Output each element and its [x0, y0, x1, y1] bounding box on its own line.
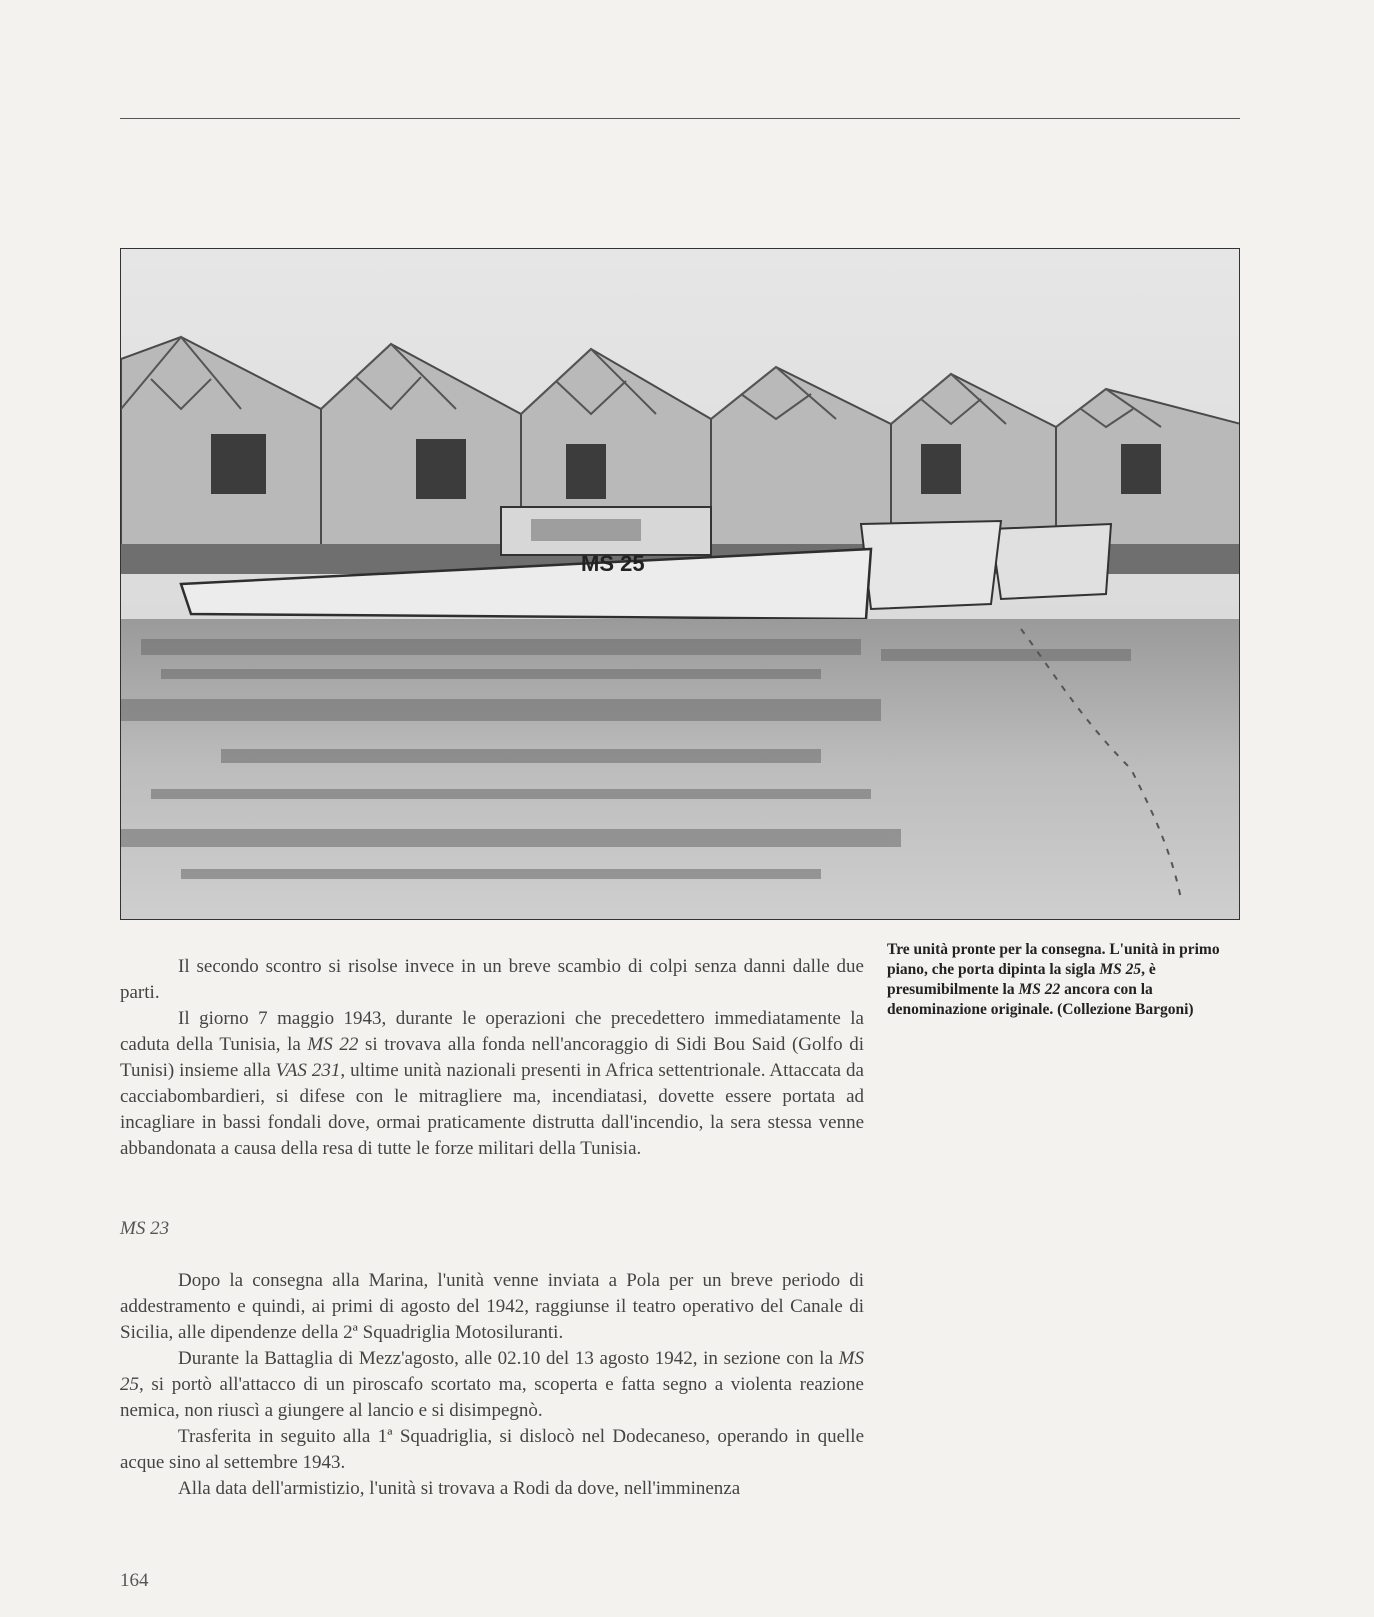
section-1-text [120, 954, 864, 1162]
text-run: Dopo la consegna alla Marina, l'unità venne inviata a Pola per un breve periodo di addestramento e quindi, ai primi di agosto del 1942, raggiunse il teatro operativo del Canale di Sicilia, alle dipendenze della 2ª Squadriglia Motosiluranti. [120, 1270, 864, 1343]
italic-designation: MS 22 [1018, 981, 1061, 998]
section-heading-ms23: MS 23 [120, 1218, 170, 1239]
text-run: Il giorno 7 maggio 1943, durante le operazioni che precedettero immediatamente la caduta della Tunisia, la [120, 1008, 864, 1055]
paragraph [120, 1268, 864, 1346]
paragraph [120, 1006, 864, 1162]
italic-designation: MS 22 [307, 1034, 359, 1055]
text-run: Durante la Battaglia di Mezz'agosto, alle 02.10 del 13 agosto 1942, in sezione con la [178, 1348, 839, 1369]
text-run: ancora con la denominazione originale. (Collezione Bargoni) [887, 981, 1194, 1018]
text-run: si trovava alla fonda nell'ancoraggio di Sidi Bou Said (Golfo di Tunisi) insieme alla [120, 1034, 865, 1081]
page-number: 164 [120, 1570, 149, 1591]
text-run: , ultime unità nazionali presenti in Africa settentrionale. Attaccata da cacciabombardieri, si difese con le mitragliere ma, incendiatasi, dovette essere portata ad incagliare in bassi fondali dove, ormai praticamente distrutta dall'incendio, la sera stessa venne abbandonata a causa della resa di tutte le forze militari della Tunisia. [120, 1060, 864, 1159]
italic-designation: VAS 231 [275, 1060, 341, 1081]
text-run: Tre unità pronte per la consegna. L'unità in primo piano, che porta dipinta la sigla [887, 941, 1220, 978]
text-run: Trasferita in seguito alla 1ª Squadriglia, si dislocò nel Dodecaneso, operando in quelle acque sino al settembre 1943. [120, 1426, 864, 1473]
italic-designation: MS 25 [1099, 961, 1142, 978]
section-2-text [120, 1268, 864, 1502]
photo-boats-at-dock [120, 248, 1240, 920]
photo-caption [887, 940, 1237, 1020]
text-run: , si portò all'attacco di un piroscafo scortato ma, scoperta e fatta segno a violenta reazione nemica, non riuscì a giungere al lancio e si disimpegnò. [120, 1374, 864, 1421]
italic-designation: MS 25 [120, 1348, 864, 1395]
paragraph [120, 954, 864, 1006]
hull-marking: MS 25 [581, 551, 645, 576]
text-run: , è presumibilmente la [887, 961, 1156, 998]
header-rule [120, 118, 1240, 119]
paragraph [120, 1424, 864, 1476]
paragraph [120, 1476, 864, 1502]
text-run: Alla data dell'armistizio, l'unità si trovava a Rodi da dove, nell'imminenza [178, 1478, 741, 1499]
svg-text:MS 25 [581, 551, 645, 576]
text-run: Il secondo scontro si risolse invece in un breve scambio di colpi senza danni dalle due parti. [120, 956, 864, 1003]
paragraph [120, 1346, 864, 1424]
